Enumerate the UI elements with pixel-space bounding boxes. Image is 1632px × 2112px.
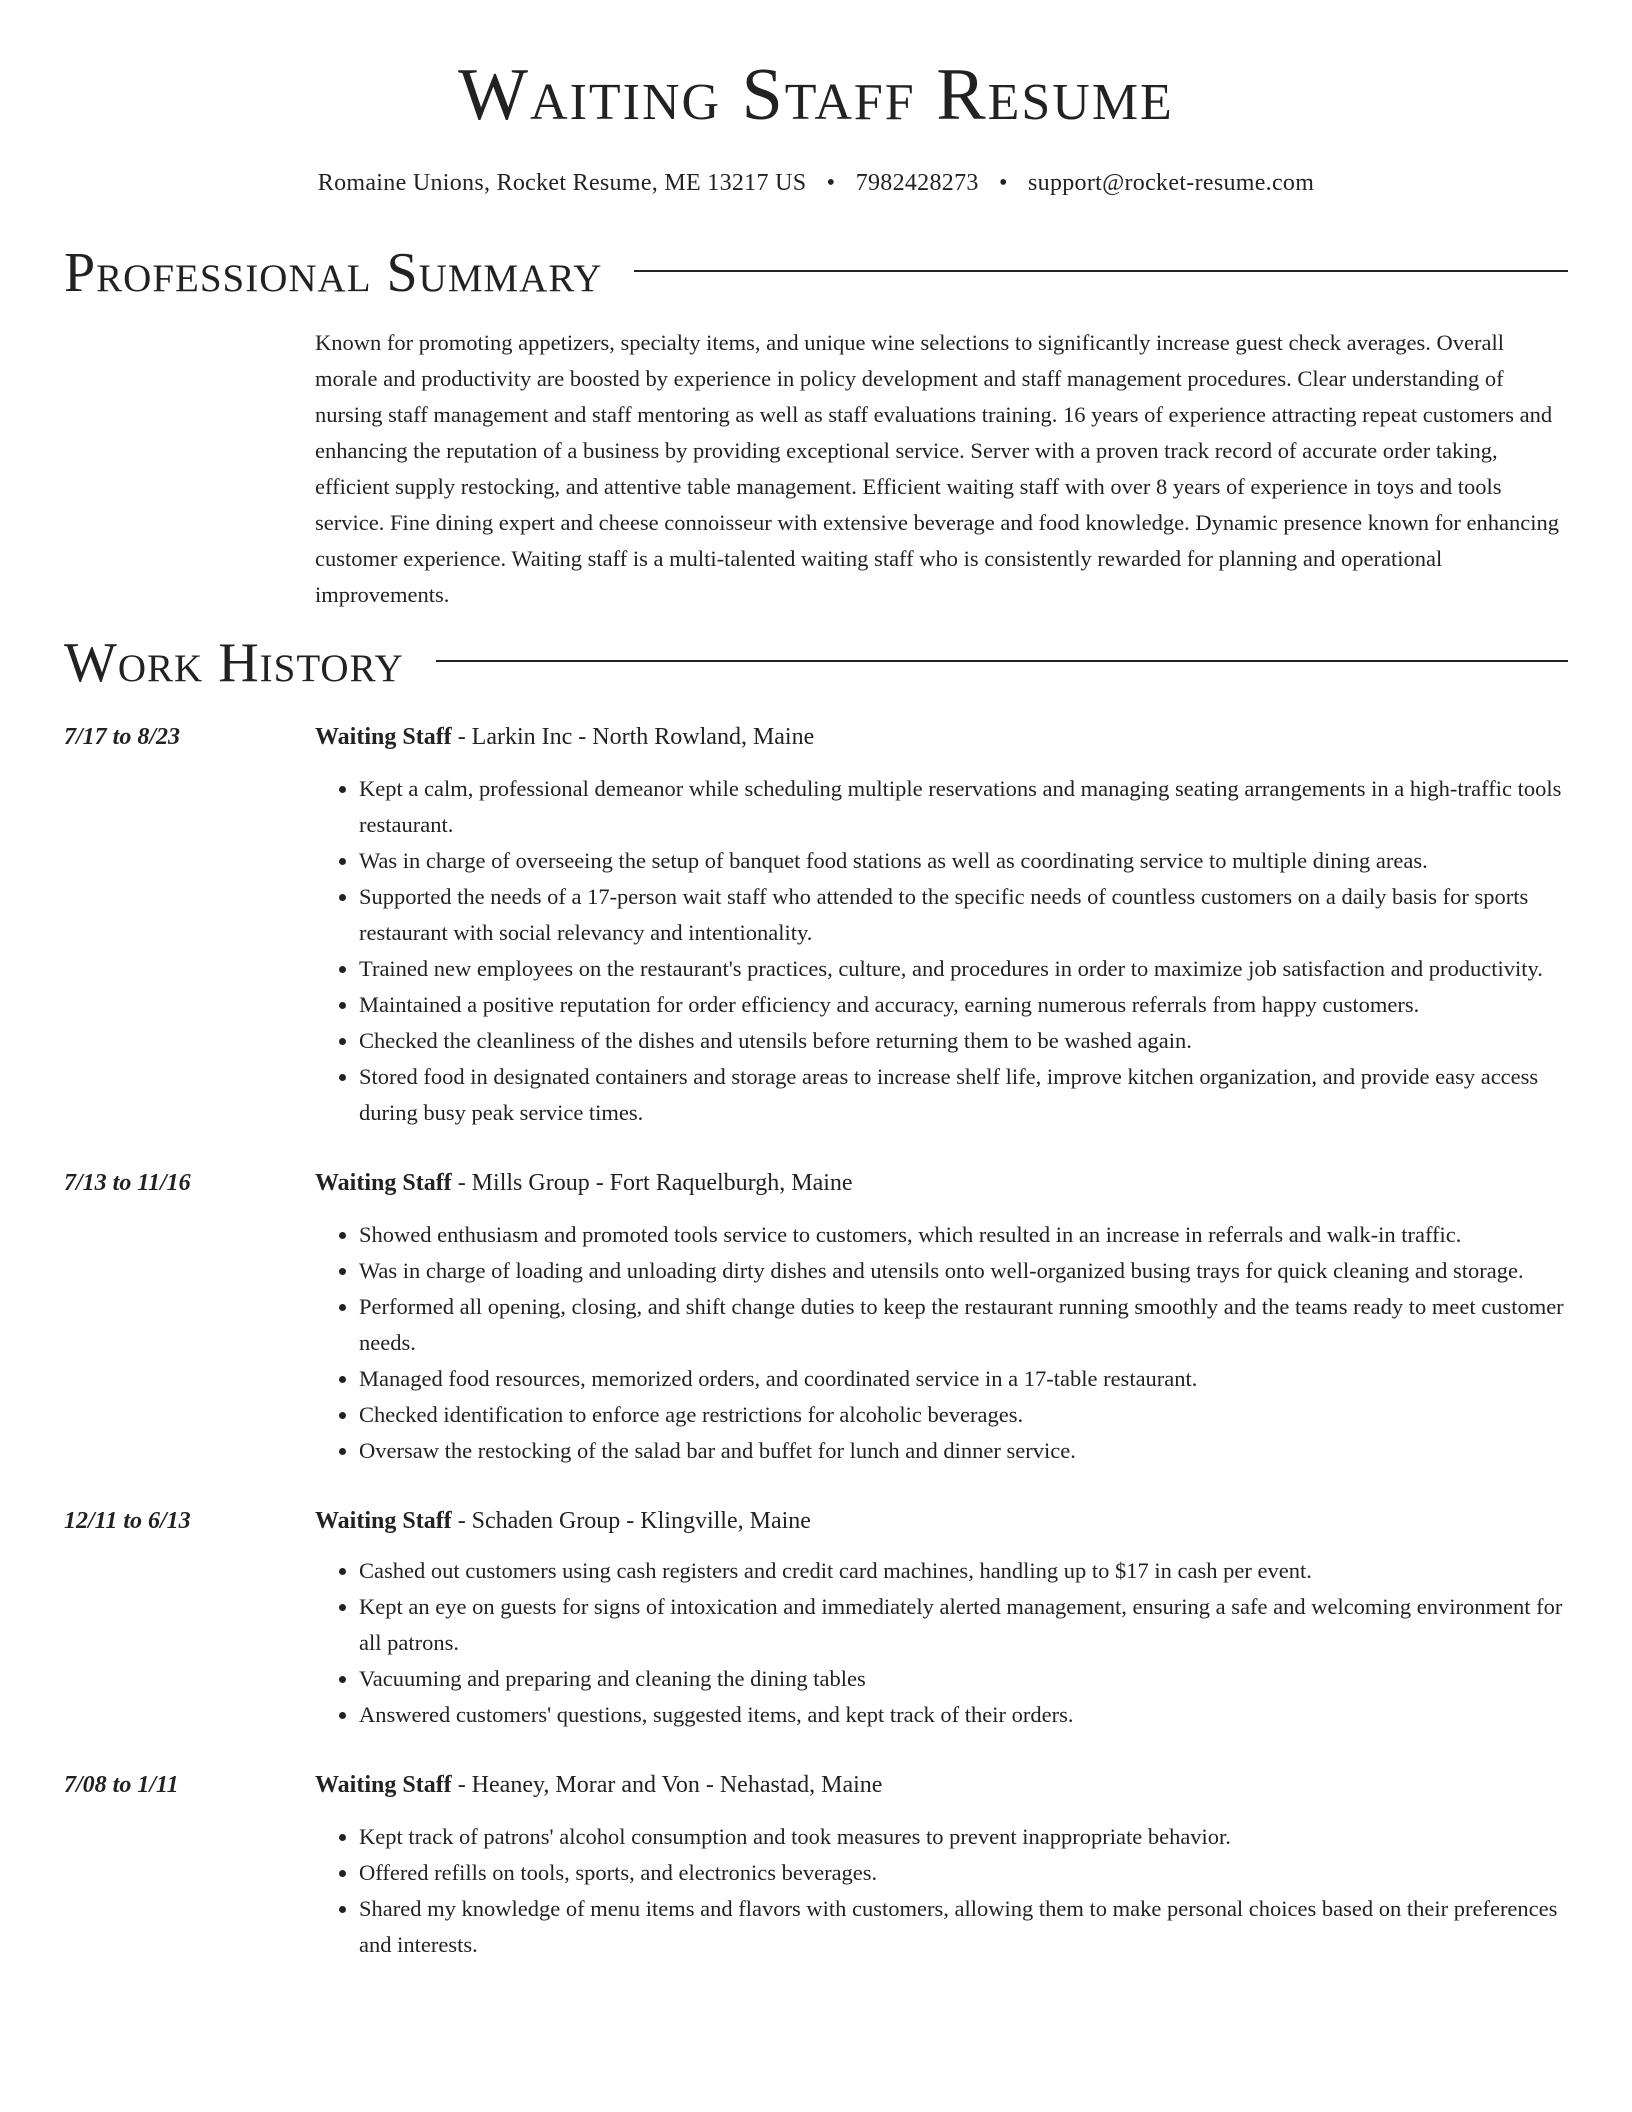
job-dates: 7/17 to 8/23 [64, 724, 181, 750]
job-title: Waiting Staff [315, 1772, 452, 1798]
job-bullets [315, 1217, 1568, 1469]
job-bullet: • Vacuuming and preparing and cleaning the dining tables [359, 1661, 1568, 1697]
job-role [315, 1165, 1568, 1201]
job-employer: - Mills Group - Fort Raquelburgh, Maine [451, 1170, 853, 1196]
job-title: Waiting Staff [315, 1170, 452, 1196]
job-bullet: • Oversaw the restocking of the salad bar and buffet for lunch and dinner service. [359, 1433, 1568, 1469]
job-bullet: • Kept a calm, professional demeanor while scheduling multiple reservations and managing seating arrangements in a high-traffic tools restaurant. [359, 771, 1568, 843]
job-bullet: • Stored food in designated containers and storage areas to increase shelf life, improve kitchen organization, and provide easy access during busy peak service times. [359, 1059, 1568, 1131]
job-entry [64, 1503, 1568, 1733]
contact-line [64, 170, 1568, 197]
job-bullet: • Checked identification to enforce age restrictions for alcoholic beverages. [359, 1397, 1568, 1433]
contact-phone: 7982428273 [855, 170, 979, 196]
job-bullets [315, 1819, 1568, 1963]
job-bullet: • Managed food resources, memorized orders, and coordinated service in a 17-table restaurant. [359, 1361, 1568, 1397]
job-entry [64, 719, 1568, 1131]
job-bullet: • Offered refills on tools, sports, and electronics beverages. [359, 1855, 1568, 1891]
job-bullet: • Supported the needs of a 17-person wait staff who attended to the specific needs of countless customers on a daily basis for sports restaurant with social relevancy and intentionality. [359, 879, 1568, 951]
job-bullets [315, 771, 1568, 1131]
section-divider [634, 270, 1568, 272]
job-employer: - Larkin Inc - North Rowland, Maine [451, 724, 815, 750]
job-bullet: • Kept an eye on guests for signs of intoxication and immediately alerted management, ensuring a safe and welcoming environment for all patrons. [359, 1589, 1568, 1661]
contact-separator: • [826, 170, 836, 196]
job-dates: 7/08 to 1/11 [64, 1772, 179, 1798]
work-history-list [64, 719, 1568, 1963]
job-employer: - Schaden Group - Klingville, Maine [451, 1508, 811, 1534]
job-employer: - Heaney, Morar and Von - Nehastad, Maine [451, 1772, 883, 1798]
job-role [315, 719, 1568, 755]
job-bullet: • Kept track of patrons' alcohol consumption and took measures to prevent inappropriate behavior. [359, 1819, 1568, 1855]
job-bullet: • Showed enthusiasm and promoted tools service to customers, which resulted in an increase in referrals and walk-in traffic. [359, 1217, 1568, 1253]
job-bullet: • Was in charge of overseeing the setup of banquet food stations as well as coordinating service to multiple dining areas. [359, 843, 1568, 879]
job-title: Waiting Staff [315, 724, 452, 750]
contact-email: support@rocket-resume.com [1028, 170, 1315, 196]
section-divider [436, 660, 1568, 662]
job-role [315, 1767, 1568, 1803]
contact-separator: • [999, 170, 1008, 196]
job-bullet: • Checked the cleanliness of the dishes and utensils before returning them to be washed again. [359, 1023, 1568, 1059]
job-title: Waiting Staff [315, 1508, 452, 1534]
job-dates: 7/13 to 11/16 [64, 1170, 191, 1196]
job-bullet: • Shared my knowledge of menu items and flavors with customers, allowing them to make personal choices based on their preferences and interests. [359, 1891, 1568, 1963]
work-section-header [64, 632, 1568, 694]
job-dates: 12/11 to 6/13 [64, 1508, 191, 1534]
resume-title: Waiting Staff Resume [458, 54, 1174, 136]
contact-address: Romaine Unions, Rocket Resume, ME 13217 US [317, 170, 807, 196]
job-entry [64, 1767, 1568, 1963]
job-bullets [315, 1553, 1568, 1733]
job-bullet: • Performed all opening, closing, and shift change duties to keep the restaurant running smoothly and the teams ready to meet customer needs. [359, 1289, 1568, 1361]
summary-text: Known for promoting appetizers, specialty items, and unique wine selections to significantly increase guest check averages. Overall morale and productivity are boosted by experience in policy development and staff management procedures. Clear understanding of nursing staff management and staff mentoring as well as staff evaluations training. 16 years of experience attracting repeat customers and enhancing the reputation of a business by providing exceptional service. Server with a proven track record of accurate order taking, efficient supply restocking, and attentive table management. Efficient waiting staff with over 8 years of experience in toys and tools service. Fine dining expert and cheese connoisseur with extensive beverage and food knowledge. Dynamic presence known for enhancing customer experience. Waiting staff is a multi-talented waiting staff who is consistently rewarded for planning and operational improvements. [315, 330, 1559, 607]
job-role [315, 1503, 1568, 1539]
job-entry [64, 1165, 1568, 1469]
summary-heading: Professional Summary [64, 242, 603, 304]
job-bullet: • Answered customers' questions, suggested items, and kept track of their orders. [359, 1697, 1568, 1733]
job-body [315, 1165, 1568, 1469]
job-bullet: • Maintained a positive reputation for order efficiency and accuracy, earning numerous referrals from happy customers. [359, 987, 1568, 1023]
job-bullet: • Cashed out customers using cash registers and credit card machines, handling up to $17 in cash per event. [359, 1553, 1568, 1589]
job-bullet: • Was in charge of loading and unloading dirty dishes and utensils onto well-organized busing trays for quick cleaning and storage. [359, 1253, 1568, 1289]
work-heading: Work History [64, 632, 404, 694]
job-body [315, 1503, 1568, 1733]
job-bullet: • Trained new employees on the restaurant's practices, culture, and procedures in order to maximize job satisfaction and productivity. [359, 951, 1568, 987]
summary-section-header [64, 242, 1568, 304]
job-body [315, 719, 1568, 1131]
job-body [315, 1767, 1568, 1963]
